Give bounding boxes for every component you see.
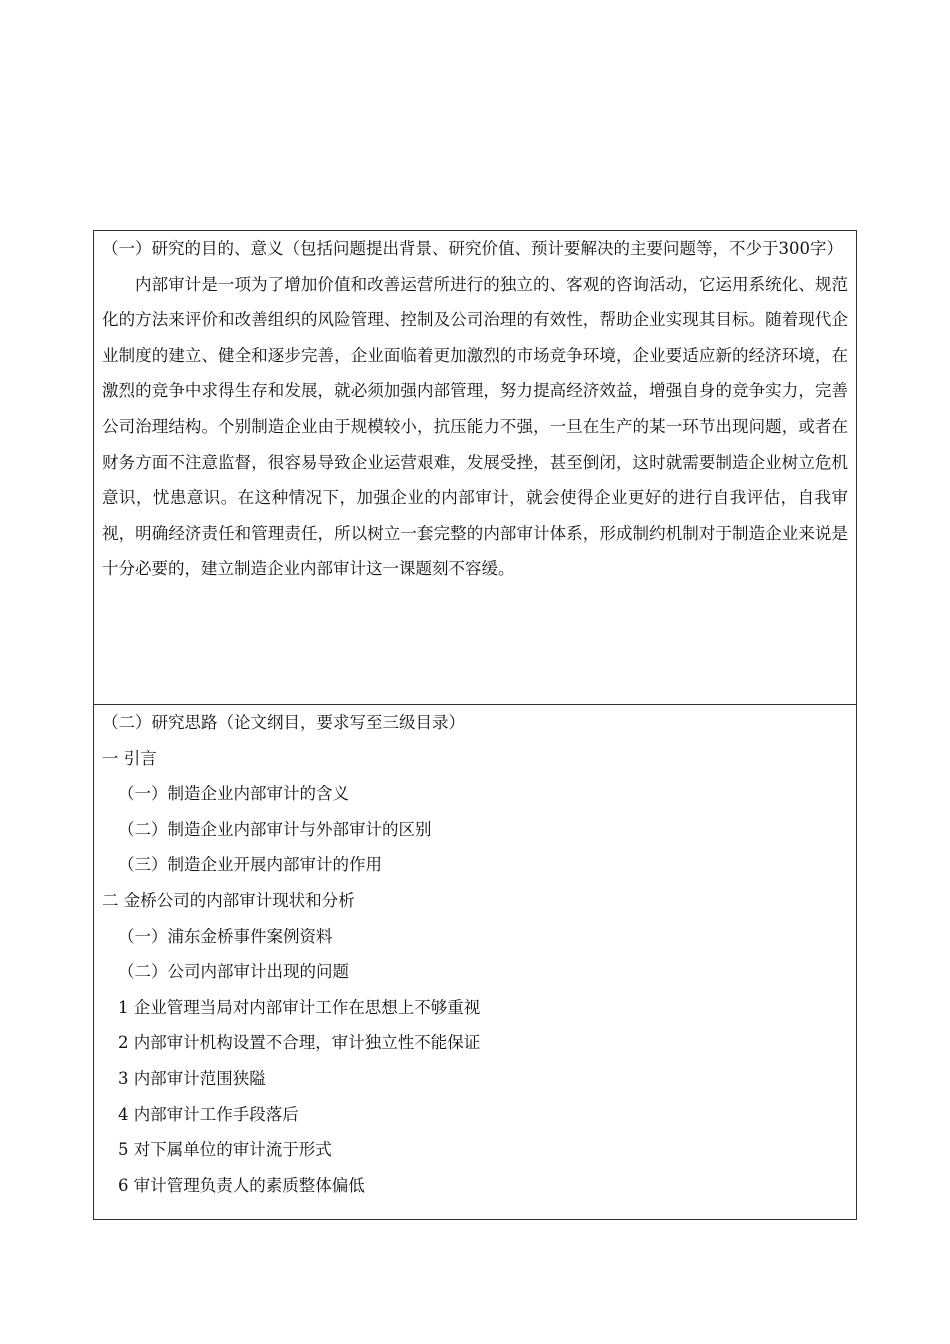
proposal-table [93, 230, 857, 1220]
outline-level-2: （二）公司内部审计出现的问题 [118, 962, 349, 982]
outline-level-3: 3 内部审计范围狭隘 [118, 1068, 266, 1088]
purpose-cell [94, 231, 856, 705]
outline-level-2: （一）制造企业内部审计的含义 [118, 784, 349, 804]
outline-level-2: （二）制造企业内部审计与外部审计的区别 [118, 819, 432, 839]
section-1-paragraph: 内部审计是一项为了增加价值和改善运营所进行的独立的、客观的咨询活动，它运用系统化、规范化的方法来评价和改善组织的风险管理、控制及公司治理的有效性，帮助企业实现其目标。随着现代企业制度的建立、健全和逐步完善，企业面临着更加激烈的市场竞争环境，企业要适应新的经济环境，在激烈的竞争中求得生存和发展，就必须加强内部管理，努力提高经济效益，增强自身的竞争实力，完善公司治理结构。个别制造企业由于规模较小，抗压能力不强，一旦在生产的某一环节出现问题，或者在财务方面不注意监督，很容易导致企业运营艰难，发展受挫，甚至倒闭，这时就需要制造企业树立危机意识，忧患意识。在这种情况下，加强企业的内部审计，就会使得企业更好的进行自我评估，自我审视，明确经济责任和管理责任，所以树立一套完整的内部审计体系，形成制约机制对于制造企业来说是十分必要的，建立制造企业内部审计这一课题刻不容缓。 [102, 274, 848, 579]
section-2-heading: （二）研究思路（论文纲目，要求写至三级目录） [102, 713, 465, 732]
section-1-heading: （一）研究的目的、意义（包括问题提出背景、研究价值、预计要解决的主要问题等，不少于300字） [102, 239, 843, 258]
outline-level-3: 1 企业管理当局对内部审计工作在思想上不够重视 [118, 997, 481, 1017]
outline-level-3: 5 对下属单位的审计流于形式 [118, 1140, 332, 1160]
outline-level-2: （三）制造企业开展内部审计的作用 [118, 855, 382, 875]
outline-level-1: 一 引言 [102, 748, 157, 768]
outline-level-2: （一）浦东金桥事件案例资料 [118, 926, 333, 946]
outline-level-3: 4 内部审计工作手段落后 [118, 1104, 299, 1124]
outline-level-3: 2 内部审计机构设置不合理，审计独立性不能保证 [118, 1033, 481, 1053]
outline-level-1: 二 金桥公司的内部审计现状和分析 [102, 890, 355, 910]
outline-level-3: 6 审计管理负责人的素质整体偏低 [118, 1175, 365, 1195]
outline-cell [94, 705, 856, 1219]
